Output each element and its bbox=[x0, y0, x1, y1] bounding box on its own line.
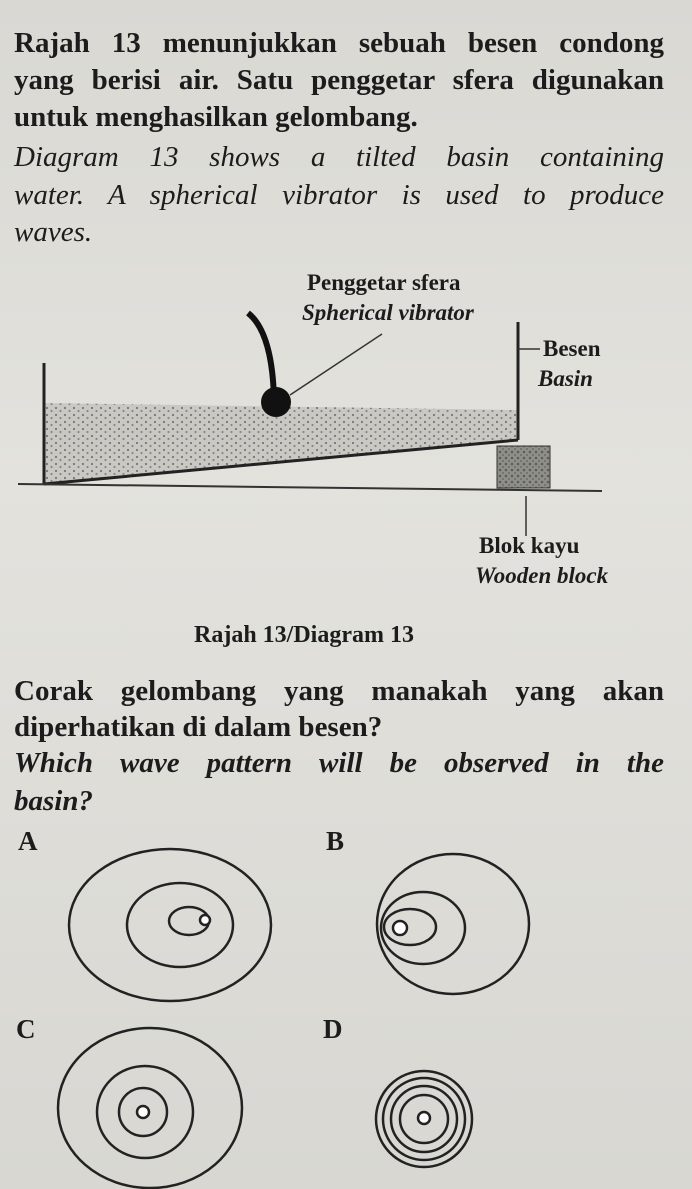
question-ms-line-1: Corak gelombang yang manakah yang akan bbox=[14, 675, 664, 707]
intro-en-line-3: waves. bbox=[14, 216, 93, 248]
question-ms-line-2: diperhatikan di dalam besen? bbox=[14, 711, 383, 743]
intro-en-line-1: Diagram 13 shows a tilted basin containing bbox=[14, 141, 664, 173]
vibrator-label-en: Spherical vibrator bbox=[302, 300, 474, 325]
block-label-en: Wooden block bbox=[475, 563, 609, 588]
option-b-letter[interactable]: B bbox=[326, 826, 345, 856]
intro-en-line-2: water. A spherical vibrator is used to produce bbox=[14, 179, 664, 211]
basin-label-en: Basin bbox=[538, 366, 593, 391]
question-en-line-1: Which wave pattern will be observed in the bbox=[14, 747, 664, 779]
vibrator-leader bbox=[290, 334, 382, 395]
option-b-pattern bbox=[377, 854, 529, 994]
option-d-pattern bbox=[376, 1071, 472, 1167]
intro-line-3: untuk menghasilkan gelombang. bbox=[14, 101, 418, 133]
vibrator-rod bbox=[248, 313, 274, 398]
intro-line-1: Rajah 13 menunjukkan sebuah besen condong bbox=[14, 27, 664, 59]
block-label-ms: Blok kayu bbox=[479, 533, 580, 558]
option-a-letter[interactable]: A bbox=[18, 826, 38, 856]
spherical-vibrator bbox=[261, 387, 291, 417]
question-en-line-2: basin? bbox=[14, 785, 93, 817]
vibrator-label-ms: Penggetar sfera bbox=[307, 270, 461, 295]
option-a-pattern bbox=[69, 849, 271, 1001]
wooden-block bbox=[497, 446, 550, 488]
basin-label-ms: Besen bbox=[543, 336, 601, 361]
option-c-pattern bbox=[58, 1028, 242, 1188]
option-d-letter[interactable]: D bbox=[323, 1014, 343, 1044]
option-c-letter[interactable]: C bbox=[16, 1014, 36, 1044]
diagram-caption: Rajah 13/Diagram 13 bbox=[194, 622, 414, 648]
intro-line-2: yang berisi air. Satu penggetar sfera digunakan bbox=[14, 64, 664, 96]
